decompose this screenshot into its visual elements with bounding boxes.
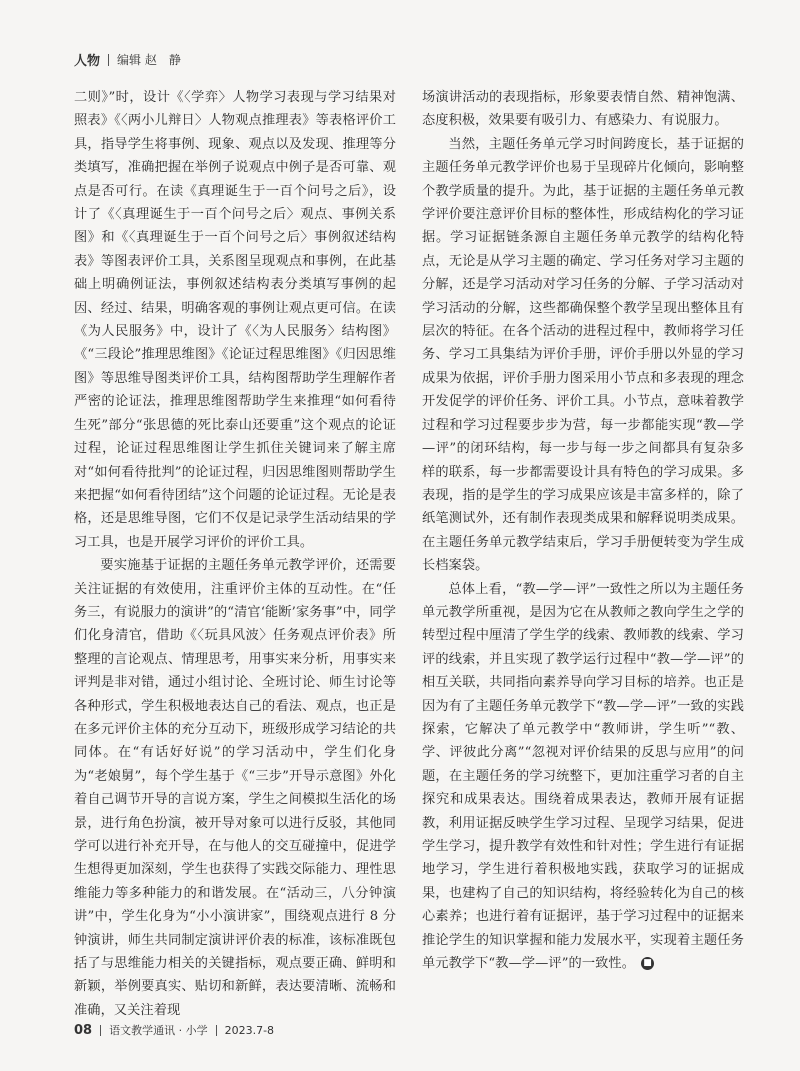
paragraph-text: 要实施基于证据的主题任务单元教学评价，还需要关注证据的有效使用，注重评价主体的互动性。在“任务三，有说服力的演讲”的“清官‘能断’家务事”中，同学们化身清官，借助《〈玩具风波〉任务观点评价表》所整理的言论观点、情理思考，用事实来分析，用事实来评判是非对错，通过小组讨论、全班讨论、师生讨论等各种形式，学生积极地表达自己的看法、观点，也正是在多元评价主体的充分互动下，班级形成学习结论的共同体。在“有话好好说”的学习活动中，学生们化身为“老娘舅”，每个学生基于《“三步”开导示意图》外化着自己调节开导的言说方案，学生之间模拟生活化的场景，进行角色扮演，被开导对象可以进行反驳，其他同学可以进行补充开导，在与他人的交互碰撞中，促进学生想得更加深刻，学生也获得了实践交际能力、理性思维能力等多种能力的和谐发展。在“活动三，八分钟演讲”中，学生化身为“小小演讲家”，围绕观点进行 8 分钟演讲，师生共同制定演讲评价表的标准，该标准既包括了与思维能力相关的关键指标，观点要正确、鲜明和新颖，举例要真实、贴切和新鲜，表达要清晰、流畅和准确，又关注着现 (74, 558, 396, 1018)
header-divider (108, 54, 109, 66)
issue-date: 2023.7-8 (224, 1023, 275, 1037)
paragraph-text: 场演讲活动的表现指标，形象要表情自然、精神饱满、态度积极，效果要有吸引力、有感染力、有说服力。 (422, 90, 744, 129)
paragraph-text: 当然，主题任务单元学习时间跨度长，基于证据的主题任务单元教学评价也易于呈现碎片化倾向，影响整个教学质量的提升。为此，基于证据的主题任务单元教学评价要注意评价目标的整体性，形成结构化的学习证据。学习证据链条源自主题任务单元教学的结构化特点，无论是从学习主题的确定、学习任务对学习主题的分解，还是学习活动对学习任务的分解、子学习活动对学习活动的分解，这些都确保整个教学呈现出整体且有层次的特征。在各个活动的进程过程中，教师将学习任务、学习工具集结为评价手册，评价手册以外显的学习成果为依据，评价手册力图采用小节点和多表现的理念开发促学的评价任务、评价工具。小节点，意味着教学过程和学习过程要步步为营，每一步都能实现“教—学—评”的闭环结构，每一步与每一步之间都具有复杂多样的联系，每一步都需要设计具有特色的学习成果。多表现，指的是学生的学习成果应该是丰富多样的，除了纸笔测试外，还有制作表现类成果和解释说明类成果。在主题任务单元教学结束后，学习手册便转变为学生成长档案袋。 (422, 136, 744, 574)
page-header (74, 50, 181, 69)
end-of-article-icon: ■ (641, 957, 654, 970)
paragraph-text: 总体上看，“教—学—评”一致性之所以为主题任务单元教学所重视，是因为它在从教师之教向学生之学的转型过程中厘清了学生学的线索、教师教的线索、学习评的线索，并且实现了教学运行过程中“教—学—评”的相互关联，共同指向素养导向学习目标的培养。也正是因为有了主题任务单元教学下“教—学—评”一致的实践探索，它解决了单元教学中“教师讲，学生听”“教、学、评彼此分离”“忽视对评价结果的反思与应用”的问题，在主题任务的学习统整下，更加注重学习者的自主探究和成果表达。围绕着成果表达，教师开展有证据教，利用证据反映学生学习过程、呈现学习结果，促进学生学习，提升教学有效性和针对性；学生进行有证据地学习，学生进行着积极地实践，获取学习的证据成果，也建构了自己的知识结构，将经验转化为自己的核心素养；也进行着有证据评，基于学习过程中的证据来推论学生的知识掌握和能力发展水平，实现着主题任务单元教学下“教—学—评”的一致性。 (422, 581, 744, 972)
footer-divider-1 (100, 1025, 101, 1036)
body-paragraph (422, 133, 744, 578)
body-paragraph (74, 86, 396, 554)
footer-divider-2 (216, 1025, 217, 1036)
body-paragraph (74, 554, 396, 1022)
body-paragraph (422, 86, 744, 133)
journal-name: 语文教学通讯 · 小学 (109, 1024, 208, 1037)
right-column (422, 86, 744, 975)
page-number: 08 (74, 1022, 93, 1038)
editor-credit: 编辑 赵 静 (117, 53, 181, 67)
paragraph-text: 二则》”时，设计《〈学弈〉人物学习表现与学习结果对照表》《〈两小儿辩日〉人物观点推理表》等表格评价工具，指导学生将事例、现象、观点以及发现、推理等分类填写，准确把握在举例子说观点中例子是否可靠、观点是否可行。在读《真理诞生于一百个问号之后》，设计了《〈真理诞生于一百个问号之后〉观点、事例关系图》和《〈真理诞生于一百个问号之后〉事例叙述结构表》等图表评价工具，关系图呈现观点和事例，在此基础上明确例证法，事例叙述结构表分类填写事例的起因、经过、结果，明确客观的事例让观点更可信。在读《为人民服务》中，设计了《〈为人民服务〉结构图》《“三段论”推理思维图》《论证过程思维图》《归因思维图》等思维导图类评价工具，结构图帮助学生理解作者严密的论证法，推理思维图帮助学生来推理“如何看待生死”部分“张思德的死比泰山还要重”这个观点的论证过程，论证过程思维图让学生抓住关键词来了解主席对“如何看待批判”的论证过程，归因思维图则帮助学生来把握“如何看待团结”这个问题的论证过程。无论是表格，还是思维导图，它们不仅是记录学生活动结果的学习工具，也是开展学习评价的评价工具。 (74, 90, 396, 550)
left-column (74, 86, 396, 1022)
page-footer (74, 1022, 274, 1038)
body-paragraph (422, 578, 744, 976)
section-title: 人物 (74, 54, 101, 69)
